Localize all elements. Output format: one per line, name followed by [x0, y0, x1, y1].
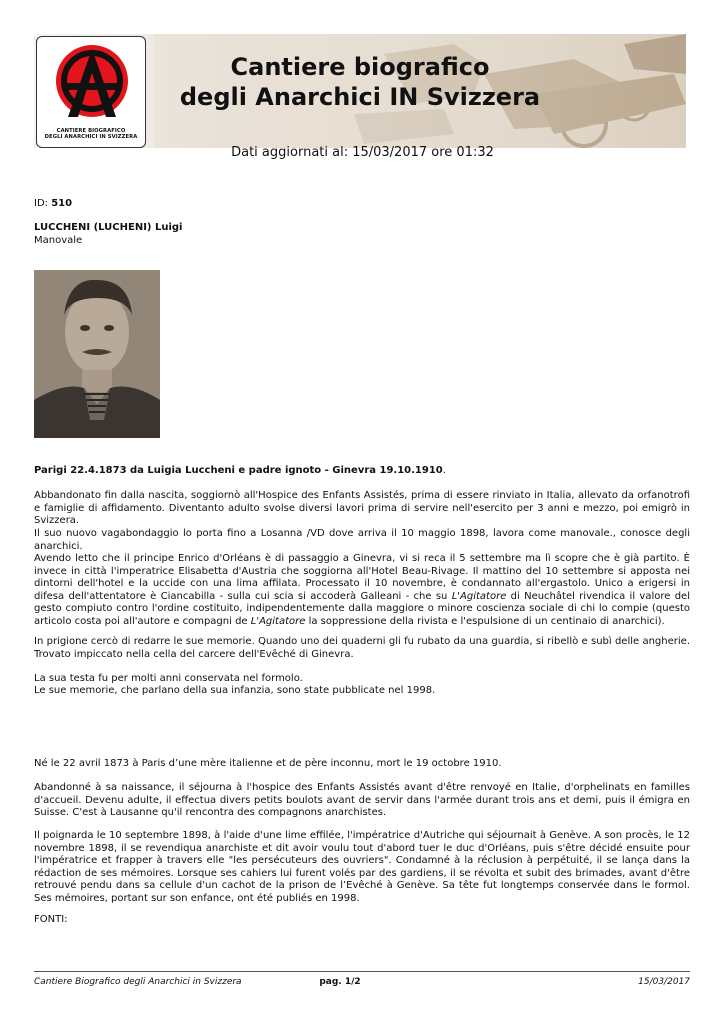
portrait-photo	[34, 270, 160, 438]
bio-paragraph-fr-1: Né le 22 avril 1873 à Paris d’une mère italienne et de père inconnu, mort le 19 octobre 1910.	[34, 758, 502, 769]
record-id	[34, 198, 690, 211]
page-title	[150, 52, 570, 112]
page-title-line2: degli Anarchici IN Svizzera	[179, 83, 541, 111]
bio-paragraph-fr-2: Abandonné à sa naissance, il séjourna à l'hospice des Enfants Assistés avant d'être renvoyé en Italie, d'orphelinats en familles d'accueil. Devenu adulte, il effectua divers petits boulots avant de servir dans l'armée durant trois ans et demi, puis il émigra en Suisse. C'est à Lausanne qu'il rencontra des compagnons anarchistes.	[34, 782, 690, 819]
bio-p3-part-c: la soppressione della rivista e l'espulsione di un centinaio di anarchici).	[305, 615, 665, 627]
site-logo[interactable]	[36, 36, 146, 148]
bio-p3-part-b: di Neuchâtel rivendica il valore del gesto compiuto contro l'ordine costituito, indipendentemente dalla maggiore o minore coscienza sociale di chi lo compie (questo articolo costa poi all'autore e compagni de	[34, 590, 690, 627]
anarchy-a-icon	[54, 43, 130, 119]
footer-site-name: Cantiere Biografico degli Anarchici in Svizzera	[34, 977, 242, 987]
bio-paragraph-it-5-line1: La sua testa fu per molti anni conservata nel formolo.	[34, 673, 303, 684]
record-id-label: ID:	[34, 198, 49, 209]
person-name: LUCCHENI (LUCHENI) Luigi	[34, 222, 183, 233]
logo-caption-line2: DEGLI ANARCHICI IN SVIZZERA	[44, 134, 138, 140]
logo-caption-line1: CANTIERE BIOGRAFICO	[56, 128, 126, 134]
bio-paragraph-it-4: In prigione cercò di redarre le sue memorie. Quando uno dei quaderni gli fu rubato da una guardia, si ribellò e subì delle angherie. Trovato impiccato nella cella del carcere dell'Evêché di Ginevra.	[34, 636, 690, 660]
portrait-photo-icon	[34, 270, 160, 438]
bio-heading-end: .	[442, 465, 446, 476]
bio-p3-journal-1: L'Agitatore	[451, 590, 507, 602]
person-profession: Manovale	[34, 235, 83, 246]
updated-timestamp: Dati aggiornati al: 15/03/2017 ore 01:32	[231, 145, 494, 160]
footer-divider	[34, 971, 690, 972]
bio-paragraph-fr-3: Il poignarda le 10 septembre 1898, à l'aide d'une lime effilée, l'impératrice d'Autriche qui séjournait à Genève. A son procès, le 12 novembre 1898, il se revendiqua anarchiste et dit avoir voulu tout d'abord tuer le duc d'Orléans, puis s'être décidé ensuite pour l'impératrice et frapper à travers elle "les persécuteurs des ouvriers". Condamné à la réclusion à perpétuité, il se lança dans la rédaction de ses mémoires. Lorsque ses cahiers lui furent volés par des gardiens, il se révolta et subit des brimades, avant d'être retrouvé pendu dans sa cellule d'un cachot de la prison de l’Evêché à Genève. Sa tête fut longtemps conservée dans le formol. Ses mémoires, portant sur son enfance, ont été publiés en 1998.	[34, 830, 690, 904]
bio-paragraph-it-5-line2: Le sue memorie, che parlano della sua infanzia, sono state pubblicate nel 1998.	[34, 685, 436, 696]
bio-paragraph-it-3	[34, 553, 690, 629]
bio-heading	[34, 465, 690, 478]
footer-page-number: pag. 1/2	[319, 977, 361, 987]
bio-heading-text: Parigi 22.4.1873 da Luigia Luccheni e padre ignoto - Ginevra 19.10.1910	[34, 465, 443, 476]
sources-label: FONTI:	[34, 914, 68, 925]
bio-p3-journal-2: L'Agitatore	[250, 615, 306, 627]
footer-date: 15/03/2017	[638, 977, 690, 987]
bio-p3-part-a: Avendo letto che il principe Enrico d'Orléans è di passaggio a Ginevra, vi si reca il 5 settembre ma lì scopre che è già partito. È invece in città l'imperatrice Elisabetta d'Austria che soggiorna all'Hotel Beau-Rivage. Il mattino del 10 settembre si apposta nei dintorni dell'hotel e la uccide con una lima affilata. Processato il 10 novembre, è condannato all'ergastolo. Unico a erigersi in difesa dell'attentatore è Ciancabilla - sulla cui scia si accoderà Galleani - che su	[34, 553, 690, 602]
page-title-line1: Cantiere biografico	[230, 53, 490, 81]
bio-paragraph-it-1: Abbandonato fin dalla nascita, soggiornò all'Hospice des Enfants Assistés, prima di essere rinviato in Italia, allevato da orfanotrofi e famiglie di affidamento. Diventanto adulto svolse diversi lavori prima di servire nell'esercito per 3 anni e mezzo, poi emigrò in Svizzera.	[34, 490, 690, 527]
record-id-value: 510	[51, 198, 73, 209]
bio-paragraph-it-2: Il suo nuovo vagabondaggio lo porta fino a Losanna /VD dove arriva il 10 maggio 1898, lavora come manovale., conosce degli anarchici.	[34, 528, 690, 552]
